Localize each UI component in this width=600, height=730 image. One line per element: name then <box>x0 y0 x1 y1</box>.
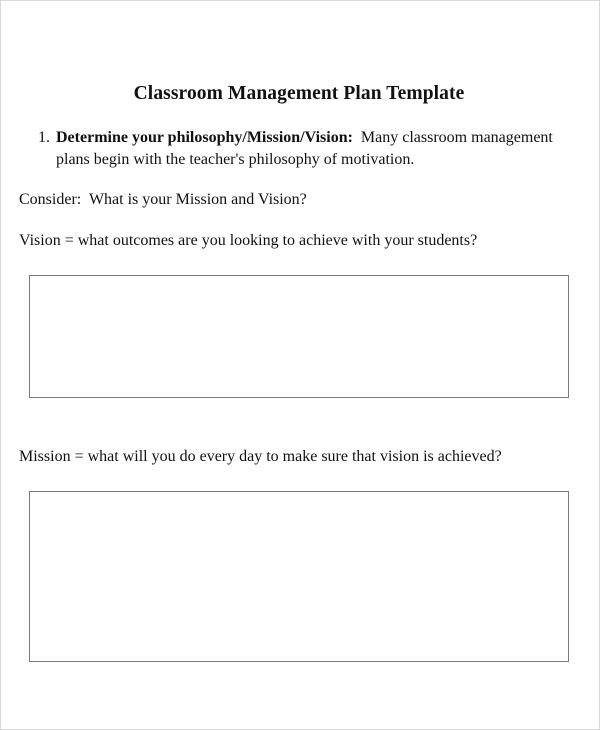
mission-answer-box[interactable] <box>29 491 569 662</box>
consider-question: What is your Mission and Vision? <box>88 191 307 208</box>
document-title: Classroom Management Plan Template <box>133 83 465 104</box>
vision-prompt: Vision = what outcomes are you looking to achieve with your students? <box>19 232 478 249</box>
consider-line <box>19 189 307 211</box>
item-bold-label: Determine your philosophy/Mission/Vision: <box>56 129 353 146</box>
consider-label: Consider: <box>19 191 82 208</box>
mission-prompt: Mission = what will you do every day to make sure that vision is achieved? <box>19 448 502 465</box>
item-number: 1. <box>38 129 50 146</box>
item-body-text: Many classroom management plans begin with the teacher's philosophy of motivation. <box>56 129 553 168</box>
vision-answer-box[interactable] <box>29 275 569 398</box>
item-text-block <box>56 127 581 171</box>
